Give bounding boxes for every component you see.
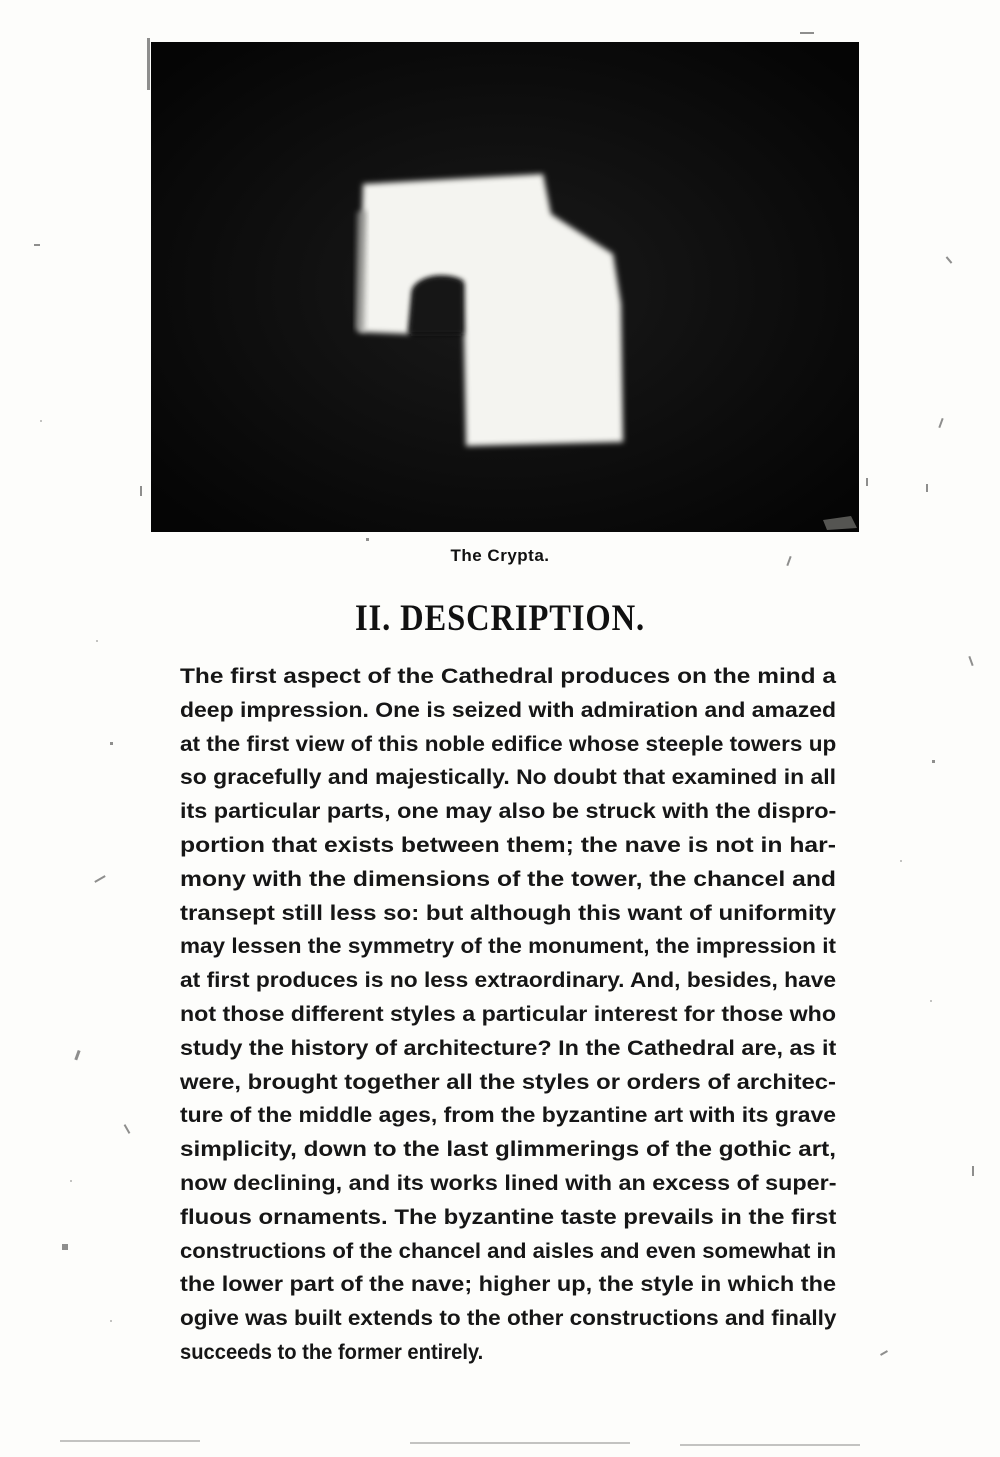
text-line: may lessen the symmetry of the monument, the impression it <box>180 935 837 959</box>
body-paragraph <box>180 660 836 1370</box>
text-line: so gracefully and majestically. No doubt that examined in all <box>180 766 836 790</box>
text-line: ogive was built extends to the other constructions and finally <box>180 1307 837 1331</box>
section-heading: II. DESCRIPTION. <box>354 598 645 639</box>
figure-caption: The Crypta. <box>450 546 550 565</box>
crypt-photo-image <box>151 42 859 532</box>
text-line: constructions of the chancel and aisles and even somewhat in <box>180 1239 837 1263</box>
text-line: mony with the dimensions of the tower, the chancel and <box>180 867 836 891</box>
text-line: transept still less so: but although this want of uniformity <box>180 901 836 925</box>
text-line: deep impression. One is seized with admiration and amazed <box>180 698 836 722</box>
text-line: at first produces is no less extraordinary. And, besides, have <box>180 969 836 993</box>
text-line: its particular parts, one may also be struck with the dispro- <box>180 800 837 824</box>
text-line: at the first view of this noble edifice whose steeple towers up <box>180 732 837 756</box>
text-line: ture of the middle ages, from the byzantine art with its grave <box>180 1104 836 1128</box>
text-line: portion that exists between them; the nave is not in har- <box>180 833 836 857</box>
text-line: The first aspect of the Cathedral produces on the mind a <box>180 665 836 688</box>
text-line: the lower part of the nave; higher up, the style in which the <box>180 1273 836 1297</box>
text-line: succeeds to the former entirely. <box>180 1340 484 1364</box>
text-line: study the history of architecture? In the Cathedral are, as it <box>180 1036 837 1060</box>
crypt-photograph <box>151 42 859 532</box>
text-line: fluous ornaments. The byzantine taste prevails in the first <box>180 1205 837 1229</box>
text-line: now declining, and its works lined with an excess of super- <box>180 1171 837 1195</box>
text-line: not those different styles a particular interest for those who <box>180 1002 836 1026</box>
text-line: were, brought together all the styles or orders of architec- <box>180 1070 836 1094</box>
text-line: simplicity, down to the last glimmerings of the gothic art, <box>180 1138 836 1162</box>
